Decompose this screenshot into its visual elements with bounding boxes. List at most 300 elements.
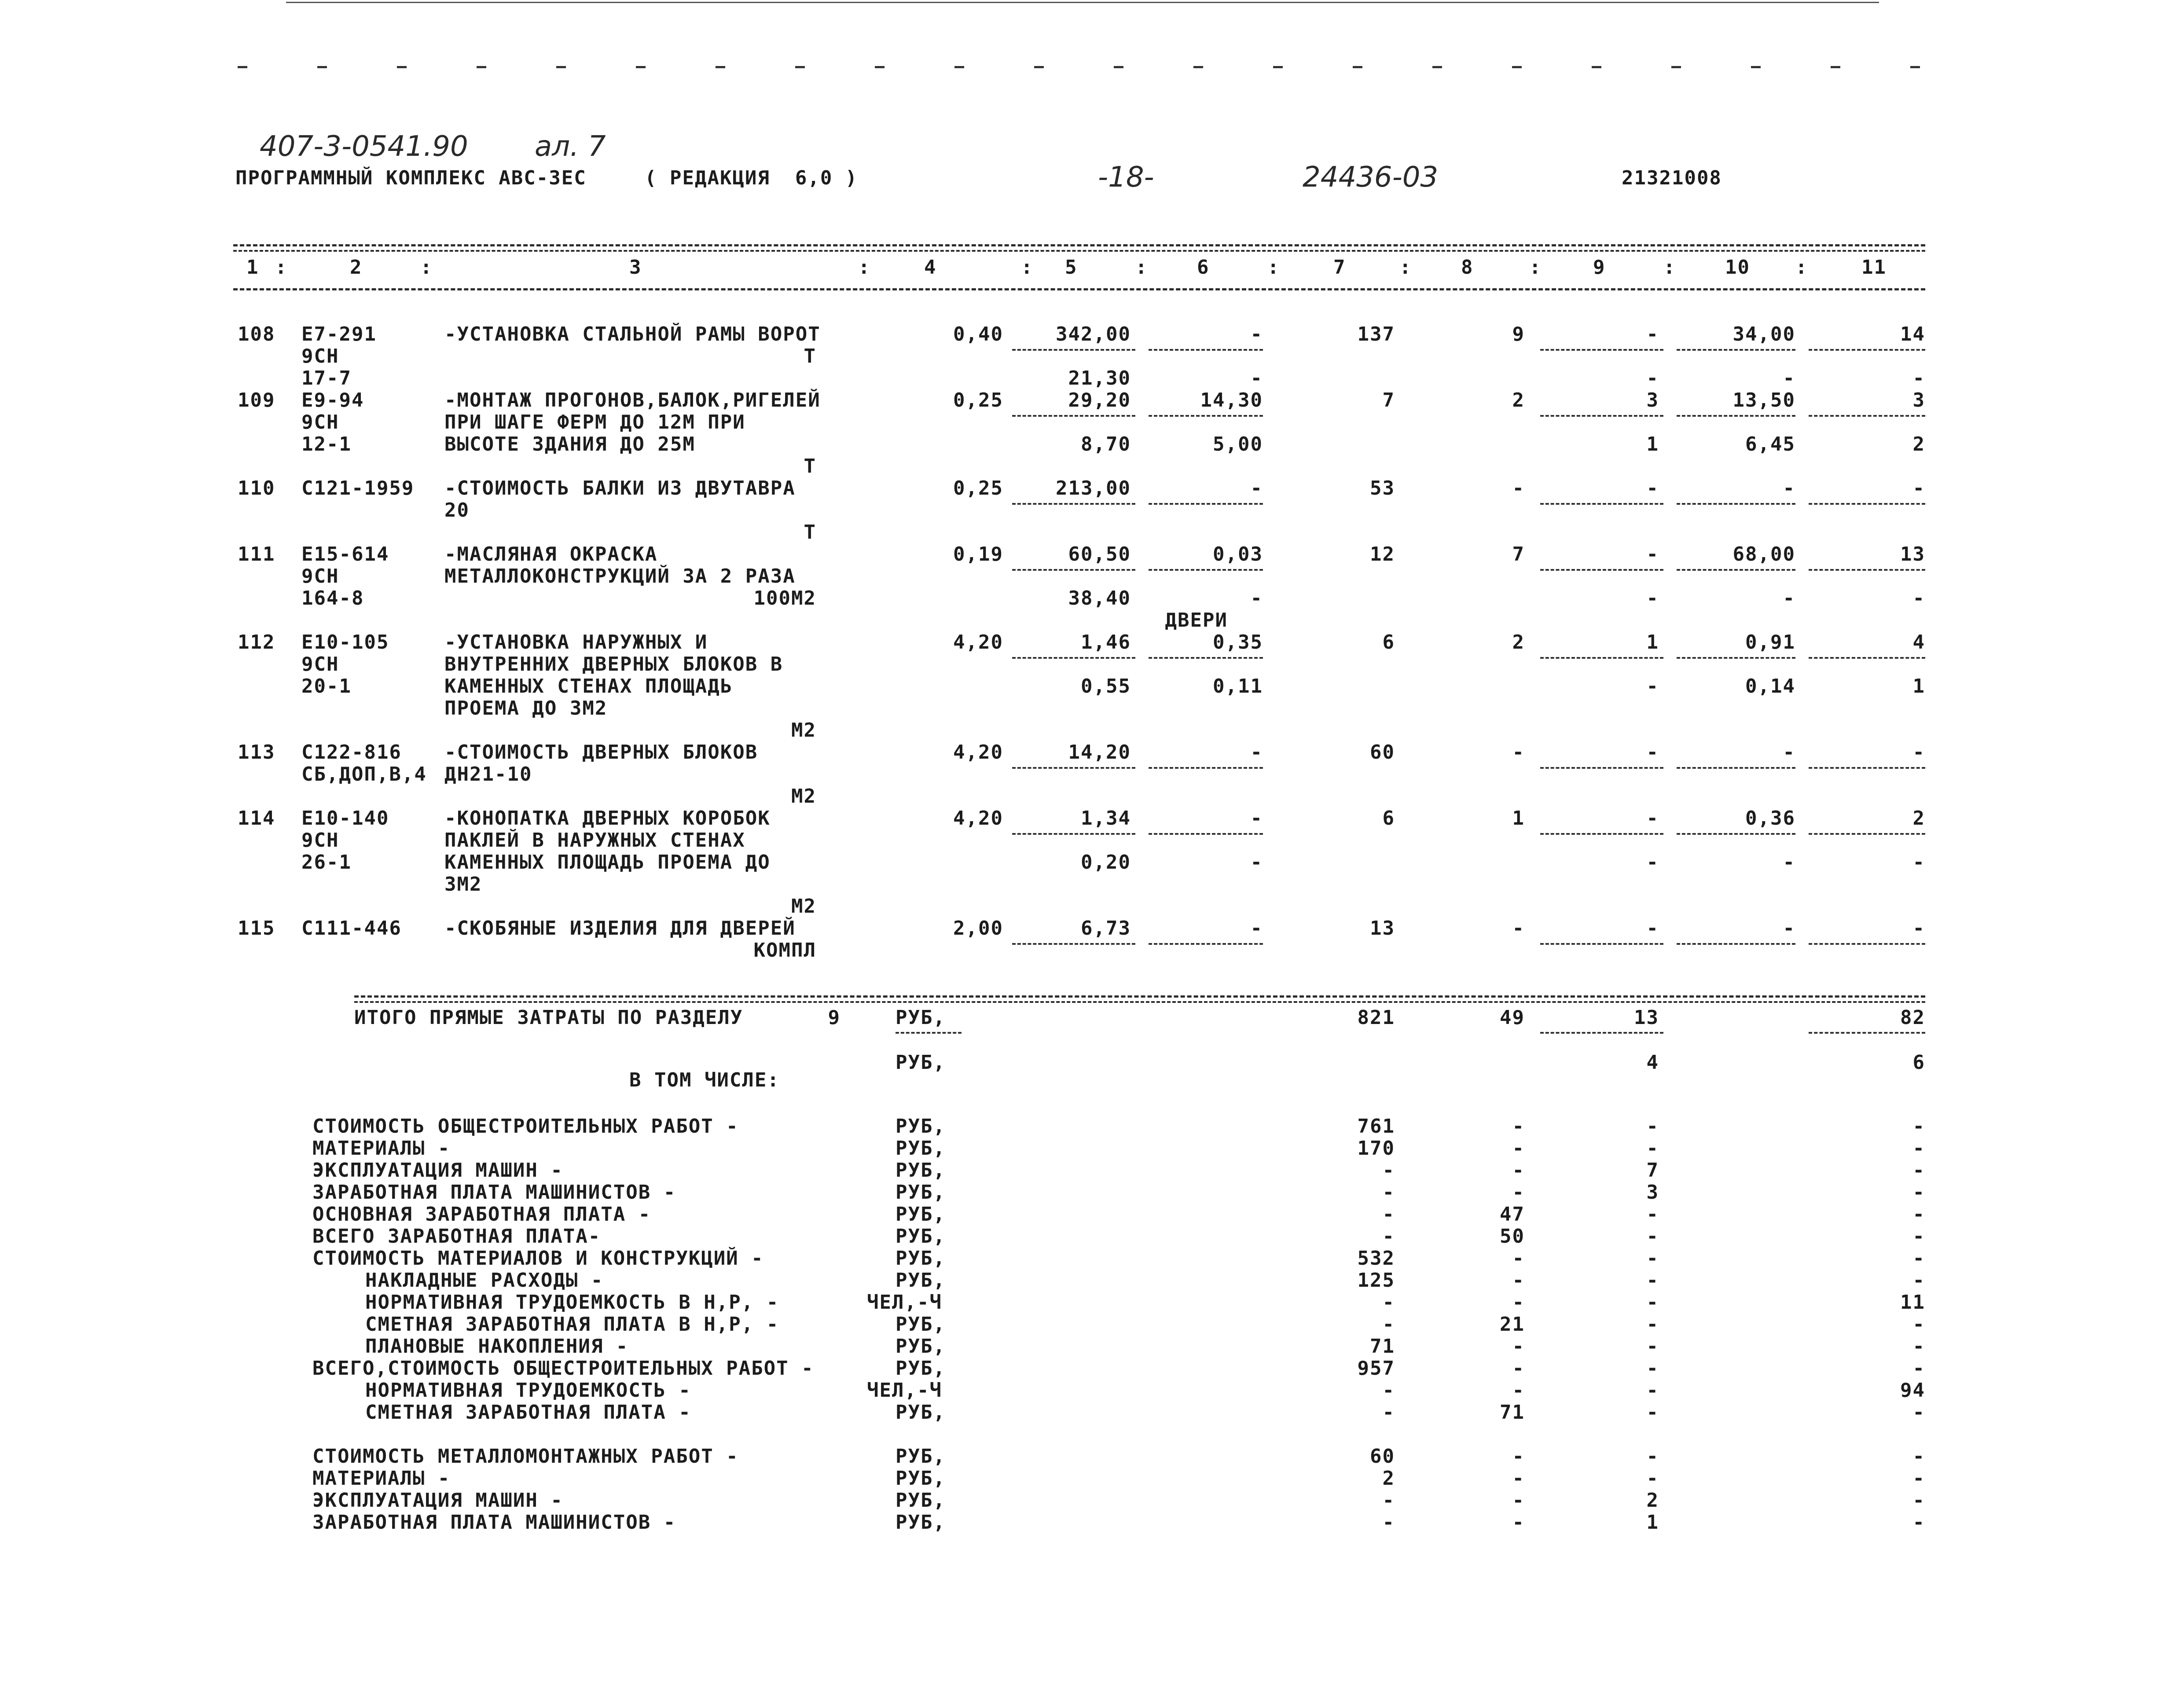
cell-rule bbox=[1677, 415, 1795, 417]
totals-rule bbox=[354, 995, 1925, 998]
breakdown-label: ЭКСПЛУАТАЦИЯ МАШИН - bbox=[312, 1489, 563, 1512]
item-description: КАМЕННЫХ СТЕНАХ ПЛОЩАДЬ bbox=[444, 675, 733, 697]
breakdown-unit: РУБ, bbox=[896, 1225, 946, 1248]
item-col11: 2 bbox=[1912, 807, 1925, 829]
top-dash-mark bbox=[1114, 66, 1123, 68]
breakdown-col8: 21 bbox=[1500, 1313, 1525, 1336]
item-unit: КОМПЛ bbox=[753, 939, 816, 962]
item-col6: - bbox=[1250, 323, 1263, 345]
cell-rule bbox=[896, 1032, 962, 1034]
cell-rule bbox=[1677, 569, 1795, 571]
cell-rule bbox=[1809, 943, 1925, 945]
breakdown-label: СТОИМОСТЬ ОБЩЕСТРОИТЕЛЬНЫХ РАБОТ - bbox=[312, 1115, 739, 1138]
column-header-7: 7 bbox=[1333, 256, 1346, 279]
item-col5: 1,46 bbox=[1081, 631, 1131, 653]
item-col10-sub: - bbox=[1783, 587, 1795, 609]
item-col7: 6 bbox=[1382, 631, 1395, 653]
scan-top-line bbox=[286, 2, 1879, 3]
item-col9: - bbox=[1646, 917, 1659, 940]
breakdown-col7: - bbox=[1382, 1313, 1395, 1336]
item-description: -МАСЛЯНАЯ ОКРАСКА bbox=[444, 543, 658, 565]
item-col9: 1 bbox=[1646, 631, 1659, 653]
item-col6: 14,30 bbox=[1200, 389, 1263, 411]
breakdown-unit: РУБ, bbox=[896, 1489, 946, 1512]
totals-col9: 13 bbox=[1634, 1006, 1659, 1029]
breakdown-label: МАТЕРИАЛЫ - bbox=[312, 1137, 451, 1160]
item-code: С111-446 bbox=[301, 917, 402, 940]
breakdown-unit: РУБ, bbox=[896, 1401, 946, 1424]
handwritten-album: ал. 7 bbox=[535, 130, 606, 163]
item-col5: 342,00 bbox=[1056, 323, 1131, 345]
item-col11-sub: - bbox=[1912, 587, 1925, 609]
breakdown-col9: - bbox=[1646, 1401, 1659, 1424]
breakdown-col7: - bbox=[1382, 1181, 1395, 1204]
top-dash-mark bbox=[1592, 66, 1601, 68]
breakdown-col11: - bbox=[1912, 1489, 1925, 1512]
item-col9-sub: - bbox=[1646, 851, 1659, 874]
including-label: В ТОМ ЧИСЛЕ: bbox=[629, 1069, 780, 1091]
cell-rule bbox=[1677, 833, 1795, 835]
totals-col7: 821 bbox=[1357, 1006, 1395, 1029]
cell-rule bbox=[1012, 833, 1135, 835]
item-code: Е9-94 bbox=[301, 389, 364, 411]
cell-rule bbox=[1540, 503, 1663, 505]
breakdown-unit: ЧЕЛ,-Ч bbox=[867, 1291, 942, 1314]
top-dash-mark bbox=[1034, 66, 1044, 68]
item-code: 9СН bbox=[301, 829, 339, 852]
top-dash-mark bbox=[1512, 66, 1522, 68]
item-col5-sub: 0,20 bbox=[1081, 851, 1131, 874]
item-col11: 4 bbox=[1912, 631, 1925, 653]
column-header-11: 11 bbox=[1861, 256, 1887, 279]
item-col11-sub: 1 bbox=[1912, 675, 1925, 697]
item-number: 111 bbox=[238, 543, 275, 565]
item-quantity: 0,25 bbox=[953, 389, 1003, 411]
item-number: 109 bbox=[238, 389, 275, 411]
breakdown-col8: - bbox=[1512, 1269, 1525, 1292]
breakdown-label: НОРМАТИВНАЯ ТРУДОЕМКОСТЬ - bbox=[365, 1379, 691, 1402]
document-number: 21321008 bbox=[1622, 167, 1722, 189]
cell-rule bbox=[1677, 657, 1795, 659]
breakdown-col11: - bbox=[1912, 1137, 1925, 1160]
item-col9-sub: - bbox=[1646, 675, 1659, 697]
breakdown-col11: - bbox=[1912, 1181, 1925, 1204]
breakdown-label: СТОИМОСТЬ МЕТАЛЛОМОНТАЖНЫХ РАБОТ - bbox=[312, 1445, 739, 1468]
item-col5-sub: 8,70 bbox=[1081, 433, 1131, 455]
breakdown-col9: - bbox=[1646, 1247, 1659, 1270]
item-col6-sub: 0,11 bbox=[1213, 675, 1263, 697]
item-code: Е10-140 bbox=[301, 807, 389, 829]
item-col9: - bbox=[1646, 323, 1659, 345]
totals-col11-sub: 6 bbox=[1912, 1051, 1925, 1074]
top-dash-mark bbox=[477, 66, 486, 68]
item-description: ПАКЛЕЙ В НАРУЖНЫХ СТЕНАХ bbox=[444, 829, 745, 852]
breakdown-unit: РУБ, bbox=[896, 1159, 946, 1182]
item-unit: М2 bbox=[791, 719, 816, 741]
item-unit: М2 bbox=[791, 895, 816, 918]
item-unit: Т bbox=[804, 455, 816, 477]
column-header-3: 3 bbox=[629, 256, 642, 279]
breakdown-col11: - bbox=[1912, 1357, 1925, 1380]
breakdown-col9: - bbox=[1646, 1379, 1659, 1402]
breakdown-col11: - bbox=[1912, 1159, 1925, 1182]
item-col6: 0,35 bbox=[1213, 631, 1263, 653]
item-code: СБ,ДОП,В,4 bbox=[301, 763, 427, 785]
column-header-6: 6 bbox=[1197, 256, 1210, 279]
handwritten-page-number: -18- bbox=[1098, 161, 1154, 194]
item-description: ПРИ ШАГЕ ФЕРМ ДО 12М ПРИ bbox=[444, 411, 745, 433]
item-number: 115 bbox=[238, 917, 275, 940]
item-col6: - bbox=[1250, 741, 1263, 763]
cell-rule bbox=[1149, 767, 1263, 769]
cell-rule bbox=[1149, 349, 1263, 351]
breakdown-col8: - bbox=[1512, 1511, 1525, 1534]
cell-rule bbox=[1012, 767, 1135, 769]
item-description: КАМЕННЫХ ПЛОЩАДЬ ПРОЕМА ДО bbox=[444, 851, 771, 874]
breakdown-col8: - bbox=[1512, 1379, 1525, 1402]
cell-rule bbox=[1677, 767, 1795, 769]
item-col8: 9 bbox=[1512, 323, 1525, 345]
item-col6: - bbox=[1250, 917, 1263, 940]
breakdown-col9: - bbox=[1646, 1445, 1659, 1468]
item-code: С121-1959 bbox=[301, 477, 415, 499]
item-code: 12-1 bbox=[301, 433, 352, 455]
item-col6-sub: - bbox=[1250, 851, 1263, 874]
breakdown-col8: 71 bbox=[1500, 1401, 1525, 1424]
header-rule-top bbox=[233, 244, 1925, 246]
item-unit: Т bbox=[804, 345, 816, 367]
breakdown-label: ЗАРАБОТНАЯ ПЛАТА МАШИНИСТОВ - bbox=[312, 1181, 676, 1204]
item-code: Е10-105 bbox=[301, 631, 389, 653]
breakdown-col11: 94 bbox=[1900, 1379, 1925, 1402]
cell-rule bbox=[1677, 503, 1795, 505]
breakdown-label: СТОИМОСТЬ МАТЕРИАЛОВ И КОНСТРУКЦИЙ - bbox=[312, 1247, 764, 1270]
item-col8: 1 bbox=[1512, 807, 1525, 829]
totals-label: ИТОГО ПРЯМЫЕ ЗАТРАТЫ ПО РАЗДЕЛУ bbox=[354, 1006, 743, 1029]
breakdown-col9: 1 bbox=[1646, 1511, 1659, 1534]
breakdown-col8: - bbox=[1512, 1489, 1525, 1512]
item-description: 3М2 bbox=[444, 873, 482, 896]
top-dash-mark bbox=[1831, 66, 1840, 68]
breakdown-col7: 60 bbox=[1370, 1445, 1395, 1468]
item-code: 26-1 bbox=[301, 851, 352, 874]
item-col9: - bbox=[1646, 807, 1659, 829]
column-separator: : bbox=[420, 256, 433, 279]
column-header-8: 8 bbox=[1461, 256, 1474, 279]
item-code: 9СН bbox=[301, 653, 339, 675]
breakdown-unit: РУБ, bbox=[896, 1247, 946, 1270]
top-dash-mark bbox=[1273, 66, 1283, 68]
breakdown-col9: - bbox=[1646, 1225, 1659, 1248]
item-col10: 34,00 bbox=[1733, 323, 1795, 345]
item-col6: - bbox=[1250, 477, 1263, 499]
item-col7: 6 bbox=[1382, 807, 1395, 829]
item-quantity: 0,19 bbox=[953, 543, 1003, 565]
breakdown-col8: - bbox=[1512, 1159, 1525, 1182]
item-col6-sub: 5,00 bbox=[1213, 433, 1263, 455]
item-quantity: 0,40 bbox=[953, 323, 1003, 345]
item-col10-sub: - bbox=[1783, 851, 1795, 874]
breakdown-unit: РУБ, bbox=[896, 1269, 946, 1292]
item-col9: 3 bbox=[1646, 389, 1659, 411]
cell-rule bbox=[1012, 349, 1135, 351]
cell-rule bbox=[1149, 833, 1263, 835]
column-separator: : bbox=[858, 256, 871, 279]
column-separator: : bbox=[275, 256, 288, 279]
item-number: 114 bbox=[238, 807, 275, 829]
cell-rule bbox=[1149, 943, 1263, 945]
breakdown-label: ПЛАНОВЫЕ НАКОПЛЕНИЯ - bbox=[365, 1335, 629, 1358]
top-dash-mark bbox=[1751, 66, 1761, 68]
item-unit: 100М2 bbox=[753, 587, 816, 609]
breakdown-col11: - bbox=[1912, 1335, 1925, 1358]
cell-rule bbox=[1809, 833, 1925, 835]
item-col9: - bbox=[1646, 741, 1659, 763]
item-col11: 14 bbox=[1900, 323, 1925, 345]
item-description: -СКОБЯНЫЕ ИЗДЕЛИЯ ДЛЯ ДВЕРЕЙ bbox=[444, 917, 796, 940]
breakdown-col9: - bbox=[1646, 1291, 1659, 1314]
cell-rule bbox=[1809, 1032, 1925, 1034]
item-col6-sub: - bbox=[1250, 367, 1263, 389]
column-header-9: 9 bbox=[1593, 256, 1606, 279]
item-col7: 7 bbox=[1382, 389, 1395, 411]
cell-rule bbox=[1012, 943, 1135, 945]
breakdown-col8: 47 bbox=[1500, 1203, 1525, 1226]
item-description: -СТОИМОСТЬ БАЛКИ ИЗ ДВУТАВРА bbox=[444, 477, 796, 499]
cell-rule bbox=[1809, 415, 1925, 417]
top-dash-mark bbox=[1353, 66, 1362, 68]
cell-rule bbox=[1540, 833, 1663, 835]
cell-rule bbox=[1149, 657, 1263, 659]
program-title: ПРОГРАММНЫЙ КОМПЛЕКС АВС-3ЕС bbox=[235, 167, 587, 189]
item-col5-sub: 21,30 bbox=[1068, 367, 1131, 389]
column-header-1: 1 bbox=[246, 256, 259, 279]
item-col9: - bbox=[1646, 543, 1659, 565]
item-col10: - bbox=[1783, 741, 1795, 763]
item-col10: 0,36 bbox=[1745, 807, 1795, 829]
breakdown-unit: РУБ, bbox=[896, 1137, 946, 1160]
item-code: 9СН bbox=[301, 411, 339, 433]
item-col5: 60,50 bbox=[1068, 543, 1131, 565]
top-dash-mark bbox=[317, 66, 327, 68]
breakdown-col8: 50 bbox=[1500, 1225, 1525, 1248]
item-number: 112 bbox=[238, 631, 275, 653]
item-description: ПРОЕМА ДО 3М2 bbox=[444, 697, 608, 719]
item-col11-sub: - bbox=[1912, 851, 1925, 874]
item-number: 108 bbox=[238, 323, 275, 345]
item-note: ДВЕРИ bbox=[1165, 609, 1228, 631]
breakdown-col9: - bbox=[1646, 1313, 1659, 1336]
totals-col8: 49 bbox=[1500, 1006, 1525, 1029]
cell-rule bbox=[1677, 349, 1795, 351]
column-separator: : bbox=[1399, 256, 1412, 279]
breakdown-col7: 761 bbox=[1357, 1115, 1395, 1138]
breakdown-col11: - bbox=[1912, 1401, 1925, 1424]
breakdown-col11: - bbox=[1912, 1467, 1925, 1490]
top-dash-mark bbox=[875, 66, 885, 68]
totals-unit-2: РУБ, bbox=[896, 1051, 946, 1074]
cell-rule bbox=[1540, 569, 1663, 571]
item-description: ДН21-10 bbox=[444, 763, 532, 785]
item-description: -УСТАНОВКА НАРУЖНЫХ И bbox=[444, 631, 708, 653]
cell-rule bbox=[1540, 767, 1663, 769]
column-separator: : bbox=[1021, 256, 1034, 279]
item-number: 110 bbox=[238, 477, 275, 499]
cell-rule bbox=[1012, 569, 1135, 571]
cell-rule bbox=[1540, 1032, 1663, 1034]
item-col9-sub: - bbox=[1646, 367, 1659, 389]
breakdown-col9: - bbox=[1646, 1137, 1659, 1160]
column-header-10: 10 bbox=[1725, 256, 1750, 279]
cell-rule bbox=[1149, 415, 1263, 417]
breakdown-col11: - bbox=[1912, 1269, 1925, 1292]
breakdown-label: НАКЛАДНЫЕ РАСХОДЫ - bbox=[365, 1269, 604, 1292]
cell-rule bbox=[1809, 767, 1925, 769]
item-code: Е15-614 bbox=[301, 543, 389, 565]
breakdown-unit: ЧЕЛ,-Ч bbox=[867, 1379, 942, 1402]
breakdown-col8: - bbox=[1512, 1335, 1525, 1358]
item-col10-sub: 0,14 bbox=[1745, 675, 1795, 697]
header-rule-bottom bbox=[233, 288, 1925, 290]
cell-rule bbox=[1809, 569, 1925, 571]
item-col8: - bbox=[1512, 917, 1525, 940]
breakdown-label: ЭКСПЛУАТАЦИЯ МАШИН - bbox=[312, 1159, 563, 1182]
breakdown-col9: 3 bbox=[1646, 1181, 1659, 1204]
column-separator: : bbox=[1663, 256, 1676, 279]
breakdown-label: НОРМАТИВНАЯ ТРУДОЕМКОСТЬ В Н,Р, - bbox=[365, 1291, 779, 1314]
breakdown-col11: 11 bbox=[1900, 1291, 1925, 1314]
item-col10-sub: - bbox=[1783, 367, 1795, 389]
item-col11: - bbox=[1912, 917, 1925, 940]
item-col8: - bbox=[1512, 741, 1525, 763]
item-col7: 12 bbox=[1370, 543, 1395, 565]
breakdown-label: ОСНОВНАЯ ЗАРАБОТНАЯ ПЛАТА - bbox=[312, 1203, 651, 1226]
top-dash-mark bbox=[238, 66, 247, 68]
breakdown-col7: - bbox=[1382, 1291, 1395, 1314]
breakdown-col9: - bbox=[1646, 1335, 1659, 1358]
item-col10: 13,50 bbox=[1733, 389, 1795, 411]
breakdown-col7: - bbox=[1382, 1489, 1395, 1512]
breakdown-unit: РУБ, bbox=[896, 1115, 946, 1138]
item-description: ВНУТРЕННИХ ДВЕРНЫХ БЛОКОВ В bbox=[444, 653, 783, 675]
breakdown-col11: - bbox=[1912, 1511, 1925, 1534]
breakdown-label: ВСЕГО ЗАРАБОТНАЯ ПЛАТА- bbox=[312, 1225, 601, 1248]
breakdown-label: СМЕТНАЯ ЗАРАБОТНАЯ ПЛАТА В Н,Р, - bbox=[365, 1313, 779, 1336]
item-col5: 1,34 bbox=[1081, 807, 1131, 829]
cell-rule bbox=[1809, 503, 1925, 505]
breakdown-col9: - bbox=[1646, 1467, 1659, 1490]
item-code: 164-8 bbox=[301, 587, 364, 609]
item-col5: 14,20 bbox=[1068, 741, 1131, 763]
item-col5-sub: 0,55 bbox=[1081, 675, 1131, 697]
item-quantity: 4,20 bbox=[953, 807, 1003, 829]
cell-rule bbox=[1149, 503, 1263, 505]
cell-rule bbox=[1149, 569, 1263, 571]
cell-rule bbox=[1540, 657, 1663, 659]
item-quantity: 4,20 bbox=[953, 631, 1003, 653]
item-quantity: 4,20 bbox=[953, 741, 1003, 763]
item-code: Е7-291 bbox=[301, 323, 377, 345]
column-separator: : bbox=[1795, 256, 1808, 279]
item-col9-sub: 1 bbox=[1646, 433, 1659, 455]
breakdown-col8: - bbox=[1512, 1291, 1525, 1314]
breakdown-col11: - bbox=[1912, 1115, 1925, 1138]
header-rule-top-2 bbox=[233, 250, 1925, 252]
item-col7: 137 bbox=[1357, 323, 1395, 345]
item-col10: - bbox=[1783, 917, 1795, 940]
top-dash-mark bbox=[636, 66, 646, 68]
column-header-4: 4 bbox=[924, 256, 937, 279]
column-header-2: 2 bbox=[350, 256, 363, 279]
column-separator: : bbox=[1267, 256, 1280, 279]
item-col8: 2 bbox=[1512, 389, 1525, 411]
totals-section-number: 9 bbox=[828, 1006, 841, 1029]
breakdown-unit: РУБ, bbox=[896, 1467, 946, 1490]
cell-rule bbox=[1809, 657, 1925, 659]
breakdown-col7: - bbox=[1382, 1401, 1395, 1424]
breakdown-col11: - bbox=[1912, 1203, 1925, 1226]
breakdown-col8: - bbox=[1512, 1137, 1525, 1160]
item-col6: - bbox=[1250, 807, 1263, 829]
item-col7: 60 bbox=[1370, 741, 1395, 763]
breakdown-col9: 7 bbox=[1646, 1159, 1659, 1182]
item-col8: 7 bbox=[1512, 543, 1525, 565]
item-unit: М2 bbox=[791, 785, 816, 807]
breakdown-col7: 71 bbox=[1370, 1335, 1395, 1358]
top-dash-mark bbox=[716, 66, 725, 68]
breakdown-col8: - bbox=[1512, 1181, 1525, 1204]
item-col5: 6,73 bbox=[1081, 917, 1131, 940]
item-col7: 13 bbox=[1370, 917, 1395, 940]
item-code: 9СН bbox=[301, 345, 339, 367]
totals-col11: 82 bbox=[1900, 1006, 1925, 1029]
item-description: МЕТАЛЛОКОНСТРУКЦИЙ ЗА 2 РАЗА bbox=[444, 565, 796, 587]
breakdown-col7: - bbox=[1382, 1225, 1395, 1248]
item-col8: - bbox=[1512, 477, 1525, 499]
breakdown-label: ВСЕГО,СТОИМОСТЬ ОБЩЕСТРОИТЕЛЬНЫХ РАБОТ - bbox=[312, 1357, 814, 1380]
breakdown-unit: РУБ, bbox=[896, 1203, 946, 1226]
breakdown-col8: - bbox=[1512, 1115, 1525, 1138]
item-col9: - bbox=[1646, 477, 1659, 499]
item-col5: 29,20 bbox=[1068, 389, 1131, 411]
item-code: 20-1 bbox=[301, 675, 352, 697]
item-col5: 213,00 bbox=[1056, 477, 1131, 499]
breakdown-label: ЗАРАБОТНАЯ ПЛАТА МАШИНИСТОВ - bbox=[312, 1511, 676, 1534]
cell-rule bbox=[1809, 349, 1925, 351]
item-col11: 3 bbox=[1912, 389, 1925, 411]
breakdown-unit: РУБ, bbox=[896, 1335, 946, 1358]
item-col6: 0,03 bbox=[1213, 543, 1263, 565]
item-col10-sub: 6,45 bbox=[1745, 433, 1795, 455]
breakdown-unit: РУБ, bbox=[896, 1445, 946, 1468]
breakdown-col11: - bbox=[1912, 1313, 1925, 1336]
breakdown-col7: 2 bbox=[1382, 1467, 1395, 1490]
breakdown-unit: РУБ, bbox=[896, 1511, 946, 1534]
top-dash-mark bbox=[1193, 66, 1203, 68]
handwritten-code: 24436-03 bbox=[1303, 161, 1439, 194]
top-dash-mark bbox=[1432, 66, 1442, 68]
breakdown-col9: - bbox=[1646, 1269, 1659, 1292]
item-col6-sub: - bbox=[1250, 587, 1263, 609]
breakdown-col8: - bbox=[1512, 1467, 1525, 1490]
breakdown-col7: - bbox=[1382, 1379, 1395, 1402]
cell-rule bbox=[1012, 415, 1135, 417]
item-col7: 53 bbox=[1370, 477, 1395, 499]
breakdown-col8: - bbox=[1512, 1357, 1525, 1380]
totals-col9-sub: 4 bbox=[1646, 1051, 1659, 1074]
breakdown-col7: - bbox=[1382, 1511, 1395, 1534]
top-dash-mark bbox=[795, 66, 805, 68]
